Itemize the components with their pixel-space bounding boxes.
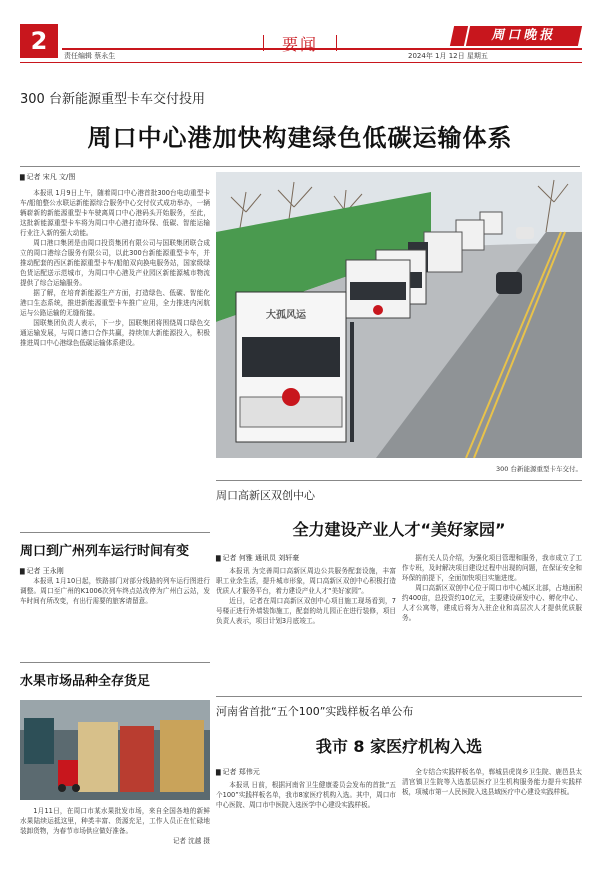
fruit-article	[20, 806, 210, 846]
story3-column-a	[216, 780, 396, 810]
masthead	[0, 0, 600, 70]
trucks-photo	[216, 172, 582, 458]
page-number: 2	[20, 24, 58, 58]
story2-kicker: 周口高新区双创中心	[216, 489, 315, 502]
train-paragraph: 本报讯 1月10日起，铁路部门对部分线路的列车运行图进行调整。周口至广州的K1006次列车终点站改停为广州白云站，发车时间有所改变，有出行需要的旅客请留意。	[20, 577, 210, 605]
lead-byline: ▇ 记者 宋凡 文/图	[20, 172, 210, 182]
section-divider	[216, 480, 582, 481]
story3-paragraph: 全专结合实践样板名单，郸城县虎岗乡卫生院、鹿邑县太清宫镇卫生院等入选基层医疗卫生机构服务能力提升实践样板，项城市第一人民医院入选县域医疗中心建设实践样板。	[402, 768, 582, 796]
lead-paragraph: 本报讯 1月9日上午，随着周口中心港首批300台电动重型卡车/船舶整公水联运新能源综合服务中心交付仪式成功举办，一辆辆崭新的新能源重型卡车驶离周口中心港码头开始服务，至此，这批新能源重型卡车将为周口中心港打造环保、低碳、智能运输行业注入新的强大动能。	[20, 189, 210, 237]
section-name: 要闻	[255, 32, 345, 55]
story3-headline: 我市 8 家医疗机构入选	[315, 737, 483, 756]
lead-article	[20, 172, 210, 348]
section-divider	[20, 532, 210, 533]
story3-paragraph: 本报讯 日前，根据河南省卫生健康委员会发布的首批“五个100”实践样板名单，我市8家医疗机构入选。其中，周口市中心医院、周口市中医院入选医学中心建设实践样板。	[216, 781, 396, 809]
masthead-bottom-rule	[20, 62, 582, 63]
story2-paragraph: 据有关人员介绍，为强化项目管理和服务，我市成立了工作专班，及时解决项目建设过程中出现的问题，在保证安全和环保的前提下，全面加快项目实施进度。	[402, 554, 582, 582]
lead-paragraph: 周口港口集团是由周口投资集团有限公司与国联集团联合成立的周口港综合服务有限公司，以此300台新能源重型卡车，并推动配套的西区新能源重型卡车/船舶双向换电服务站，国家级绿色货运配送示范城市，为周口中心港及产业园区新能源城市物流提供了综合运输服务。	[20, 239, 210, 287]
train-headline: 周口到广州列车运行时间有变	[20, 544, 190, 559]
editors-credit: 责任编辑 蔡永生	[64, 52, 116, 60]
section-divider	[216, 696, 582, 697]
lead-headline: 周口中心港加快构建绿色低碳运输体系	[87, 124, 513, 152]
lead-divider	[20, 166, 580, 167]
fruit-photo-credit: 记者 沈越 摄	[172, 837, 210, 845]
photo-caption: 300 台新能源重型卡车交付。	[496, 465, 582, 473]
lead-paragraph: 国联集团负责人表示，下一步，国联集团将围绕周口绿色交通运输发展，与周口港口合作共赢，持续加大新能源投入，积极推进周口中心港绿色低碳运输体系建设。	[20, 319, 210, 347]
newspaper-brand	[466, 26, 582, 46]
fruit-photo-caption: 1月11日，在周口市某水果批发市场，来自全国各地的新鲜水果陆续运抵这里，种类丰富、货源充足，工作人员正在忙碌地装卸货物，为春节市场供应做好准备。	[20, 807, 210, 835]
story2-paragraph: 周口高新区双创中心位于周口市中心城区北部，占地面积约400亩，总投资约10亿元，主要建设研发中心、孵化中心、人才公寓等，建成后将为入驻企业和高层次人才提供优质服务。	[402, 584, 582, 622]
story2-column-b	[402, 553, 582, 623]
fruit-headline: 水果市场品种全存货足	[20, 674, 151, 689]
story3-kicker: 河南省首批“五个100”实践样板名单公布	[216, 705, 414, 718]
brand-text: 周口晚报	[490, 28, 558, 43]
story3-column-b	[402, 767, 582, 797]
lead-kicker: 300 台新能源重型卡车交付投用	[20, 92, 205, 107]
truck-brand-label: 大孤风运	[266, 310, 306, 321]
fruit-market-photo	[20, 700, 210, 800]
lead-paragraph: 据了解，在培育新能源生产方面，打造绿色、低碳、智能化港口生态系统，推进新能源重型卡车推广应用，全力推进内河航运与公路运输的无缝衔接。	[20, 289, 210, 317]
story2-paragraph: 近日，记者在周口高新区双创中心项目施工现场看到，7号楼正进行外墙装饰施工，配套的幼儿园正在进行装修，项目负责人表示，项目计划3月底竣工。	[216, 597, 396, 625]
story2-paragraph: 本报讯 为完善周口高新区周边公共服务配套设施，丰富职工业余生活，提升城市形象，周口高新区双创中心积极打造优质人才服务平台，着力建设产业人才“美好家园”。	[216, 567, 396, 595]
issue-date: 2024年 1月 12日 星期五	[408, 52, 488, 60]
fruit-market-illustration	[20, 700, 210, 800]
section-divider	[20, 662, 210, 663]
story3-byline: ▇ 记者 郑伟元	[216, 767, 260, 777]
train-article	[20, 566, 210, 606]
story2-byline: ▇ 记者 何雅 通讯员 刘轩豪	[216, 553, 299, 563]
story2-headline: 全力建设产业人才“美好家园”	[292, 520, 506, 539]
train-byline: ▇ 记者 王永刚	[20, 566, 210, 576]
trucks-illustration	[216, 172, 582, 458]
story2-column-a	[216, 566, 396, 626]
